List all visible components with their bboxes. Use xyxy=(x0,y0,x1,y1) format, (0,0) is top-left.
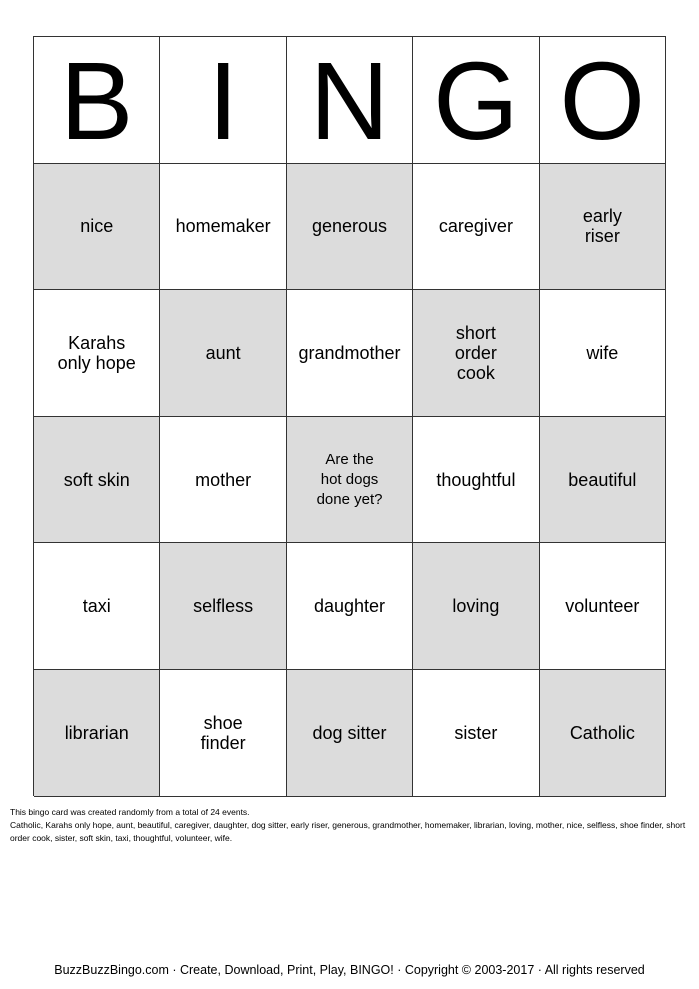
header-letter-n: N xyxy=(287,37,413,164)
bingo-row xyxy=(34,543,666,670)
note-summary: This bingo card was created randomly from a total of 24 events. xyxy=(10,807,250,817)
bingo-cell-text: beautiful xyxy=(568,469,637,490)
bingo-cell xyxy=(413,543,539,670)
bingo-cell xyxy=(287,670,413,797)
bingo-row xyxy=(34,670,666,797)
header-letter-g: G xyxy=(413,37,539,164)
bingo-cell xyxy=(287,290,413,417)
bingo-cell xyxy=(287,543,413,670)
bingo-cell-text: daughter xyxy=(313,596,386,617)
bingo-cell-text: taxi xyxy=(82,596,111,617)
bingo-cell xyxy=(540,670,666,797)
bingo-cell-text: thoughtful xyxy=(436,469,516,490)
page-footer: BuzzBuzzBingo.com · Create, Download, Print, Play, BINGO! · Copyright © 2003-2017 · All rights reserved xyxy=(54,963,645,977)
bingo-cell xyxy=(34,164,160,291)
bingo-cell-text: short order cook xyxy=(454,322,497,383)
bingo-cell xyxy=(413,164,539,291)
bingo-cell-text: homemaker xyxy=(175,216,271,237)
bingo-cell xyxy=(160,543,286,670)
bingo-cell-text: nice xyxy=(80,216,114,237)
note-event-list: Catholic, Karahs only hope, aunt, beautiful, caregiver, daughter, dog sitter, early riser, generous, grandmother, homemaker, librarian, loving, mother, nice, selfless, shoe finder, short order cook, sister, soft skin, taxi, thoughtful, volunteer, wife. xyxy=(10,820,686,843)
bingo-cell-text: grandmother xyxy=(298,342,401,363)
bingo-cell xyxy=(160,164,286,291)
bingo-cell-text: mother xyxy=(195,469,252,490)
bingo-cell-text: selfless xyxy=(193,596,254,617)
bingo-cell xyxy=(34,417,160,544)
bingo-row xyxy=(34,164,666,291)
bingo-cell-text: loving xyxy=(452,596,500,617)
bingo-cell-text: shoe finder xyxy=(200,712,246,753)
bingo-cell xyxy=(160,417,286,544)
bingo-cell-text: early riser xyxy=(582,206,622,247)
bingo-cell xyxy=(160,670,286,797)
card-note xyxy=(10,806,690,845)
bingo-cell-text: Catholic xyxy=(569,722,635,743)
bingo-cell xyxy=(160,290,286,417)
bingo-cell-text: Are the hot dogs done yet? xyxy=(316,450,383,508)
bingo-cell-text: wife xyxy=(586,342,619,363)
bingo-cell xyxy=(34,290,160,417)
header-letter-i: I xyxy=(160,37,286,164)
bingo-cell-text: soft skin xyxy=(63,469,130,490)
bingo-cell xyxy=(287,417,413,544)
bingo-cell-text: sister xyxy=(454,722,498,743)
bingo-grid xyxy=(34,164,666,797)
bingo-cell-text: librarian xyxy=(64,722,129,743)
bingo-cell xyxy=(34,543,160,670)
bingo-cell-text: caregiver xyxy=(438,216,513,237)
bingo-cell xyxy=(540,543,666,670)
bingo-cell-text: dog sitter xyxy=(312,722,387,743)
header-row xyxy=(34,37,666,164)
bingo-cell xyxy=(540,164,666,291)
bingo-cell xyxy=(540,417,666,544)
bingo-row xyxy=(34,417,666,544)
header-letter-b: B xyxy=(34,37,160,164)
bingo-cell-text: aunt xyxy=(205,342,241,363)
bingo-row xyxy=(34,290,666,417)
bingo-cell xyxy=(413,670,539,797)
bingo-card xyxy=(33,36,666,796)
bingo-cell-text: Karahs only hope xyxy=(57,332,136,373)
header-letter-o: O xyxy=(540,37,666,164)
bingo-cell xyxy=(287,164,413,291)
bingo-cell-text: generous xyxy=(311,216,388,237)
bingo-cell xyxy=(540,290,666,417)
bingo-cell xyxy=(413,290,539,417)
bingo-cell-text: volunteer xyxy=(565,596,640,617)
bingo-cell xyxy=(34,670,160,797)
bingo-cell xyxy=(413,417,539,544)
